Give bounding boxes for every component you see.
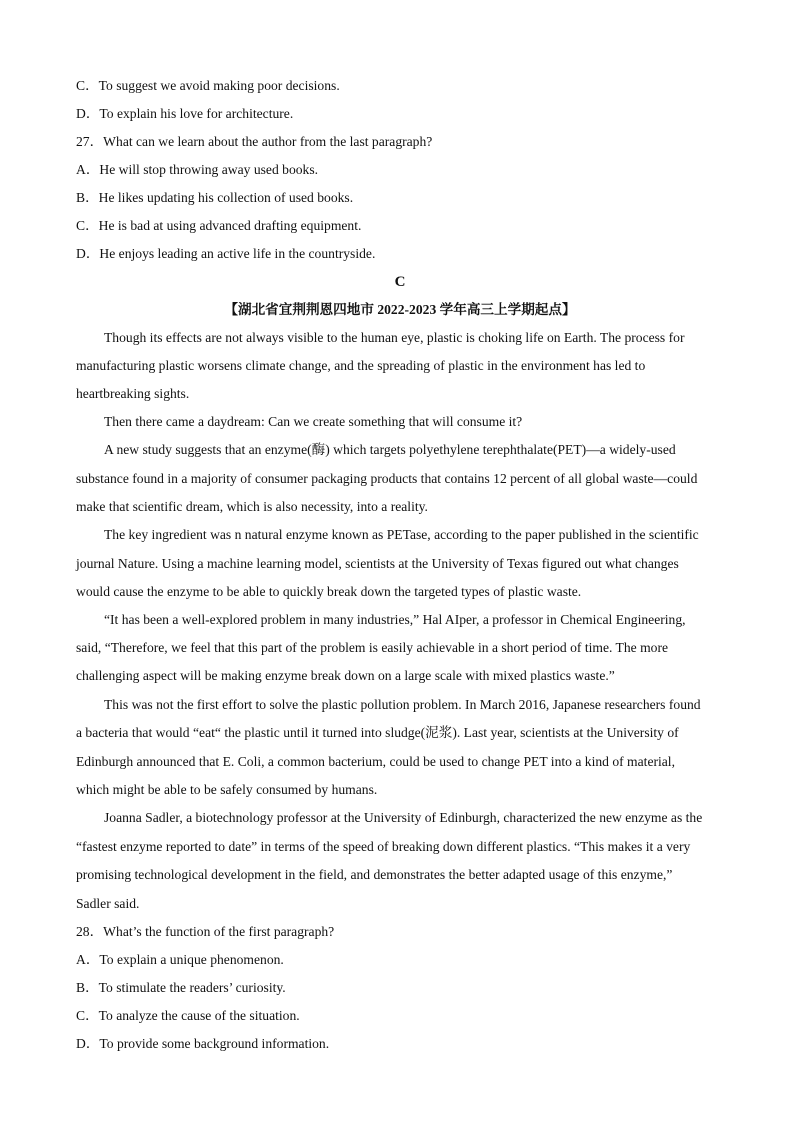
passage-p6-line4: which might be able to be safely consumed by humans. bbox=[76, 782, 378, 797]
passage-p3-line2: substance found in a majority of consumer packaging products that contains 12 percent of all global waste—could bbox=[76, 471, 698, 486]
passage-p6-line2: a bacteria that would “eat“ the plastic until it turned into sludge(泥浆). Last year, scientists at the University of bbox=[76, 725, 679, 740]
passage-p4-line1: The key ingredient was n natural enzyme known as PETase, according to the paper published in the scientific bbox=[104, 527, 699, 542]
passage-p6-line3: Edinburgh announced that E. Coli, a common bacterium, could be used to change PET into a kind of material, bbox=[76, 754, 675, 769]
passage-p7-line4: Sadler said. bbox=[76, 896, 140, 911]
q27-option-c: C．He is bad at using advanced drafting equipment. bbox=[76, 218, 362, 233]
option-d-prev: D．To explain his love for architecture. bbox=[76, 106, 294, 121]
question-27: 27．What can we learn about the author from the last paragraph? bbox=[76, 134, 433, 149]
q28-option-b: B．To stimulate the readers’ curiosity. bbox=[76, 980, 286, 995]
q28-option-d: D．To provide some background information. bbox=[76, 1036, 330, 1051]
passage-p1-line2: manufacturing plastic worsens climate change, and the spreading of plastic in the environment has led to bbox=[76, 358, 646, 373]
passage-p4-line3: would cause the enzyme to be able to quickly break down the targeted types of plastic waste. bbox=[76, 584, 582, 599]
passage-p7-line1: Joanna Sadler, a biotechnology professor at the University of Edinburgh, characterized the new enzyme as the bbox=[104, 810, 703, 825]
q27-option-d: D．He enjoys leading an active life in the countryside. bbox=[76, 246, 376, 261]
passage-p5-line1: “It has been a well-explored problem in many industries,” Hal AIper, a professor in Chemical Engineering, bbox=[104, 612, 686, 627]
passage-p7-line3: promising technological development in the field, and demonstrates the better adapted usage of this enzyme,” bbox=[76, 867, 673, 882]
q28-option-c: C．To analyze the cause of the situation. bbox=[76, 1008, 300, 1023]
question-28: 28．What’s the function of the first paragraph? bbox=[76, 924, 335, 939]
q27-option-a: A．He will stop throwing away used books. bbox=[76, 162, 319, 177]
passage-p2-line1: Then there came a daydream: Can we create something that will consume it? bbox=[104, 414, 523, 429]
passage-p7-line2: “fastest enzyme reported to date” in terms of the speed of breaking down different plastics. “This makes it a very bbox=[76, 839, 691, 854]
passage-p1-line3: heartbreaking sights. bbox=[76, 386, 190, 401]
section-source: 【湖北省宜荆荆恩四地市 2022-2023 学年高三上学期起点】 bbox=[224, 302, 576, 317]
section-letter: C bbox=[394, 274, 406, 290]
passage-p5-line2: said, “Therefore, we feel that this part of the problem is easily achievable in a short period of time. The more bbox=[76, 640, 668, 655]
passage-p4-line2: journal Nature. Using a machine learning model, scientists at the University of Texas figured out what changes bbox=[76, 556, 679, 571]
option-c-prev: C．To suggest we avoid making poor decisions. bbox=[76, 78, 340, 93]
passage-p6-line1: This was not the first effort to solve the plastic pollution problem. In March 2016, Japanese researchers found bbox=[104, 697, 701, 712]
q28-option-a: A．To explain a unique phenomenon. bbox=[76, 952, 284, 967]
passage-p3-line3: make that scientific dream, which is also necessity, into a reality. bbox=[76, 499, 428, 514]
passage-p3-line1: A new study suggests that an enzyme(酶) which targets polyethylene terephthalate(PET)—a widely-used bbox=[104, 442, 676, 457]
q27-option-b: B．He likes updating his collection of used books. bbox=[76, 190, 354, 205]
passage-p1-line1: Though its effects are not always visible to the human eye, plastic is choking life on Earth. The process for bbox=[104, 330, 685, 345]
passage-p5-line3: challenging aspect will be making enzyme break down on a large scale with mixed plastics waste.” bbox=[76, 668, 615, 683]
